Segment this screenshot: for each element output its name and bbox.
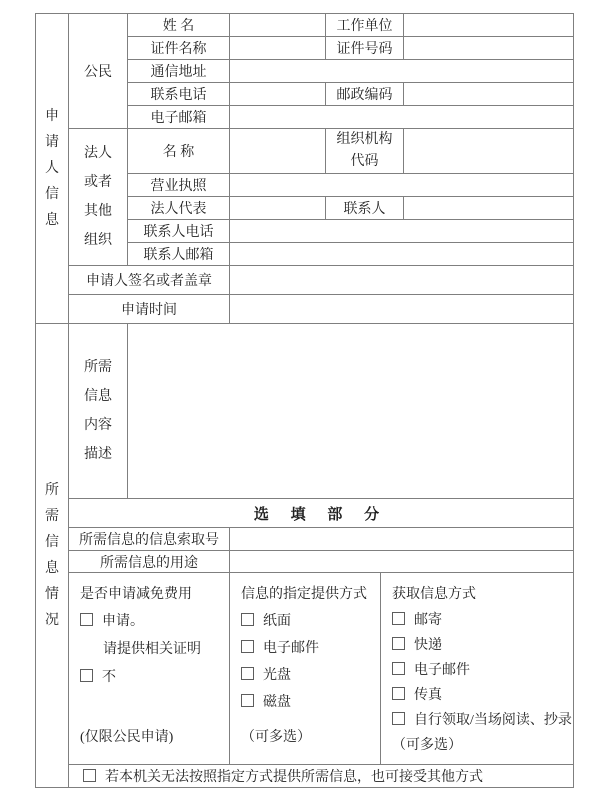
obtain-method-title: 获取信息方式 — [392, 587, 476, 602]
checkbox-icon[interactable] — [392, 662, 405, 675]
obtain-fax-label: 传真 — [414, 688, 442, 703]
org-code-label-text: 组织机构代码 — [336, 132, 393, 169]
row-index-number — [36, 528, 574, 551]
purpose-input-cell[interactable] — [230, 551, 574, 573]
row-fallback-option — [36, 765, 574, 788]
row-signature — [36, 266, 574, 295]
obtain-option-self-pickup[interactable] — [392, 708, 572, 733]
citizen-label-text: 公民 — [84, 65, 112, 80]
postal-code-input-cell[interactable] — [404, 83, 574, 106]
name-label: 姓 名 — [128, 14, 230, 37]
fee-waiver-cell — [69, 573, 230, 765]
row-description — [36, 324, 574, 499]
row-apply-date — [36, 295, 574, 324]
delivery-option-paper[interactable] — [241, 608, 376, 635]
cert-number-label: 证件号码 — [326, 37, 404, 60]
cert-name-input-cell[interactable] — [230, 37, 326, 60]
delivery-method-footnote: （可多选） — [241, 730, 311, 745]
obtain-email-label: 电子邮件 — [414, 663, 470, 678]
applicant-header-text: 申请人信息 — [45, 108, 59, 228]
group-label-organization — [69, 129, 128, 266]
contact-phone-input-cell[interactable] — [230, 220, 574, 243]
fee-waiver-option-apply[interactable] — [80, 608, 225, 636]
signature-label: 申请人签名或者盖章 — [69, 266, 230, 295]
apply-date-input-cell[interactable] — [230, 295, 574, 324]
contact-phone-label: 联系人电话 — [128, 220, 230, 243]
org-label-text: 法人或者其他组织 — [84, 146, 112, 248]
row-optional-header — [36, 499, 574, 528]
contact-email-input-cell[interactable] — [230, 243, 574, 266]
checkbox-icon[interactable] — [241, 667, 254, 680]
obtain-option-express[interactable] — [392, 633, 569, 658]
checkbox-icon[interactable] — [392, 612, 405, 625]
delivery-option-disk[interactable] — [241, 689, 376, 716]
legal-rep-input-cell[interactable] — [230, 197, 326, 220]
delivery-paper-label: 纸面 — [263, 614, 291, 629]
org-name-label: 名 称 — [128, 129, 230, 174]
row-checkbox-options — [36, 573, 574, 765]
org-code-label — [326, 129, 404, 174]
email-label: 电子邮箱 — [128, 106, 230, 129]
contact-email-label: 联系人邮箱 — [128, 243, 230, 266]
phone-input-cell[interactable] — [230, 83, 326, 106]
checkbox-icon[interactable] — [83, 769, 96, 782]
obtain-mail-label: 邮寄 — [414, 613, 442, 628]
delivery-disk-label: 磁盘 — [263, 695, 291, 710]
postal-code-label: 邮政编码 — [326, 83, 404, 106]
cert-number-input-cell[interactable] — [404, 37, 574, 60]
work-unit-label: 工作单位 — [326, 14, 404, 37]
delivery-cd-label: 光盘 — [263, 668, 291, 683]
checkbox-icon[interactable] — [80, 613, 93, 626]
business-license-input-cell[interactable] — [230, 174, 574, 197]
obtain-method-footnote: （可多选） — [392, 738, 462, 753]
delivery-email-label: 电子邮件 — [263, 641, 319, 656]
obtain-option-fax[interactable] — [392, 683, 569, 708]
description-label-text: 所需信息内容描述 — [84, 360, 112, 462]
org-name-input-cell[interactable] — [230, 129, 326, 174]
address-label: 通信地址 — [128, 60, 230, 83]
contact-person-label: 联系人 — [326, 197, 404, 220]
obtain-option-email[interactable] — [392, 658, 569, 683]
delivery-option-cd[interactable] — [241, 662, 376, 689]
cert-name-label: 证件名称 — [128, 37, 230, 60]
obtain-option-mail[interactable] — [392, 608, 569, 633]
checkbox-icon[interactable] — [241, 613, 254, 626]
index-number-input-cell[interactable] — [230, 528, 574, 551]
apply-date-label: 申请时间 — [69, 295, 230, 324]
section-header-applicant — [36, 14, 69, 324]
obtain-self-pickup-label: 自行领取/当场阅读、抄录 — [414, 713, 572, 728]
purpose-label: 所需信息的用途 — [69, 551, 230, 573]
business-license-label: 营业执照 — [128, 174, 230, 197]
org-code-input-cell[interactable] — [404, 129, 574, 174]
obtain-method-cell — [381, 573, 574, 765]
delivery-method-title: 信息的指定提供方式 — [241, 587, 367, 602]
fee-waiver-option-decline[interactable] — [80, 664, 225, 692]
phone-label: 联系电话 — [128, 83, 230, 106]
index-number-label: 所需信息的信息索取号 — [69, 528, 230, 551]
fallback-option-cell[interactable] — [69, 765, 574, 788]
email-input-cell[interactable] — [230, 106, 574, 129]
fee-waiver-apply-label: 申请。 — [102, 614, 144, 629]
delivery-option-email[interactable] — [241, 635, 376, 662]
checkbox-icon[interactable] — [241, 694, 254, 707]
delivery-method-cell — [230, 573, 381, 765]
application-form-table — [35, 13, 574, 788]
work-unit-input-cell[interactable] — [404, 14, 574, 37]
fee-waiver-decline-label: 不 — [102, 670, 116, 685]
fee-waiver-apply-note: 请提供相关证明 — [103, 642, 201, 657]
checkbox-icon[interactable] — [392, 687, 405, 700]
checkbox-icon[interactable] — [241, 640, 254, 653]
fallback-option-label: 若本机关无法按照指定方式提供所需信息，也可接受其他方式 — [105, 770, 483, 785]
address-input-cell[interactable] — [230, 60, 574, 83]
row-org-name — [36, 129, 574, 174]
optional-section-title: 选 填 部 分 — [69, 499, 574, 528]
fee-waiver-footnote: (仅限公民申请) — [80, 730, 174, 745]
row-name — [36, 14, 574, 37]
legal-rep-label: 法人代表 — [128, 197, 230, 220]
row-purpose — [36, 551, 574, 573]
name-input-cell[interactable] — [230, 14, 326, 37]
contact-person-input-cell[interactable] — [404, 197, 574, 220]
fee-waiver-title: 是否申请减免费用 — [80, 587, 192, 602]
group-label-citizen — [69, 14, 128, 129]
checkbox-icon[interactable] — [80, 669, 93, 682]
required-info-header-text: 所需信息情况 — [45, 482, 59, 628]
description-label — [69, 324, 128, 499]
checkbox-icon[interactable] — [392, 637, 405, 650]
obtain-express-label: 快递 — [414, 638, 442, 653]
section-header-required-info — [36, 324, 69, 788]
description-input-cell[interactable] — [128, 324, 574, 499]
signature-input-cell[interactable] — [230, 266, 574, 295]
checkbox-icon[interactable] — [392, 712, 405, 725]
